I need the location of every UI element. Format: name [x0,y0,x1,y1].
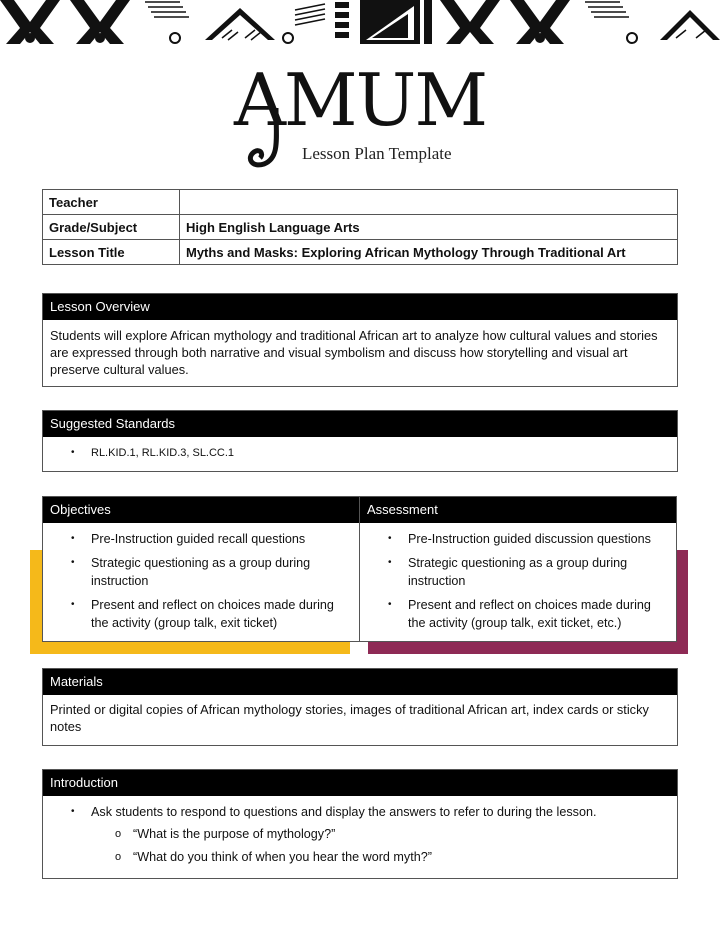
assessment-column [359,496,677,642]
list-item: o “What do you think of when you hear the word myth?” [133,848,677,866]
grade-subject-value: High English Language Arts [180,215,678,240]
introduction-header: Introduction [43,770,677,796]
introduction-section [42,769,678,879]
logo-subtitle: Lesson Plan Template [302,144,452,163]
suggested-standards-section [42,410,678,472]
list-item: o “What is the purpose of mythology?” [133,825,677,843]
assessment-header: Assessment [360,497,676,523]
teacher-value [180,190,678,215]
lesson-title-label: Lesson Title [43,240,180,265]
table-row [43,240,678,265]
objectives-assessment-section [42,496,676,642]
list-item: • RL.KID.1, RL.KID.3, SL.CC.1 [91,444,677,462]
objectives-header: Objectives [43,497,359,523]
lesson-overview-header: Lesson Overview [43,294,677,320]
decorative-pattern-banner [0,0,720,44]
list-item: • Present and reflect on choices made during the activity (group talk, exit ticket) [91,596,351,632]
list-item [91,803,677,866]
list-item: • Strategic questioning as a group during instruction [408,554,668,590]
grade-subject-label: Grade/Subject [43,215,180,240]
introduction-item-text: Ask students to respond to questions and display the answers to refer to during the lesson. [91,805,597,819]
lesson-overview-text: Students will explore African mythology and traditional African art to analyze how cultural values and stories are expressed through both narrative and visual symbolism and discuss how storytelling and visual art preserve cultural values. [50,328,658,377]
lesson-overview-section [42,293,678,387]
table-row [43,215,678,240]
materials-header: Materials [43,669,677,695]
amum-logo [0,50,720,180]
materials-section [42,668,678,746]
logo-wordmark: AMUM [233,58,487,142]
teacher-label: Teacher [43,190,180,215]
list-item: • Present and reflect on choices made during the activity (group talk, exit ticket, etc.) [408,596,668,632]
table-row [43,190,678,215]
list-item: • Strategic questioning as a group during instruction [91,554,351,590]
suggested-standards-header: Suggested Standards [43,411,677,437]
lesson-info-table [42,189,678,265]
objectives-column [42,496,360,642]
list-item: • Pre-Instruction guided discussion questions [408,530,668,548]
materials-text: Printed or digital copies of African mythology stories, images of traditional African art, index cards or sticky notes [50,702,649,734]
lesson-title-value: Myths and Masks: Exploring African Mythology Through Traditional Art [180,240,678,265]
list-item: • Pre-Instruction guided recall questions [91,530,351,548]
